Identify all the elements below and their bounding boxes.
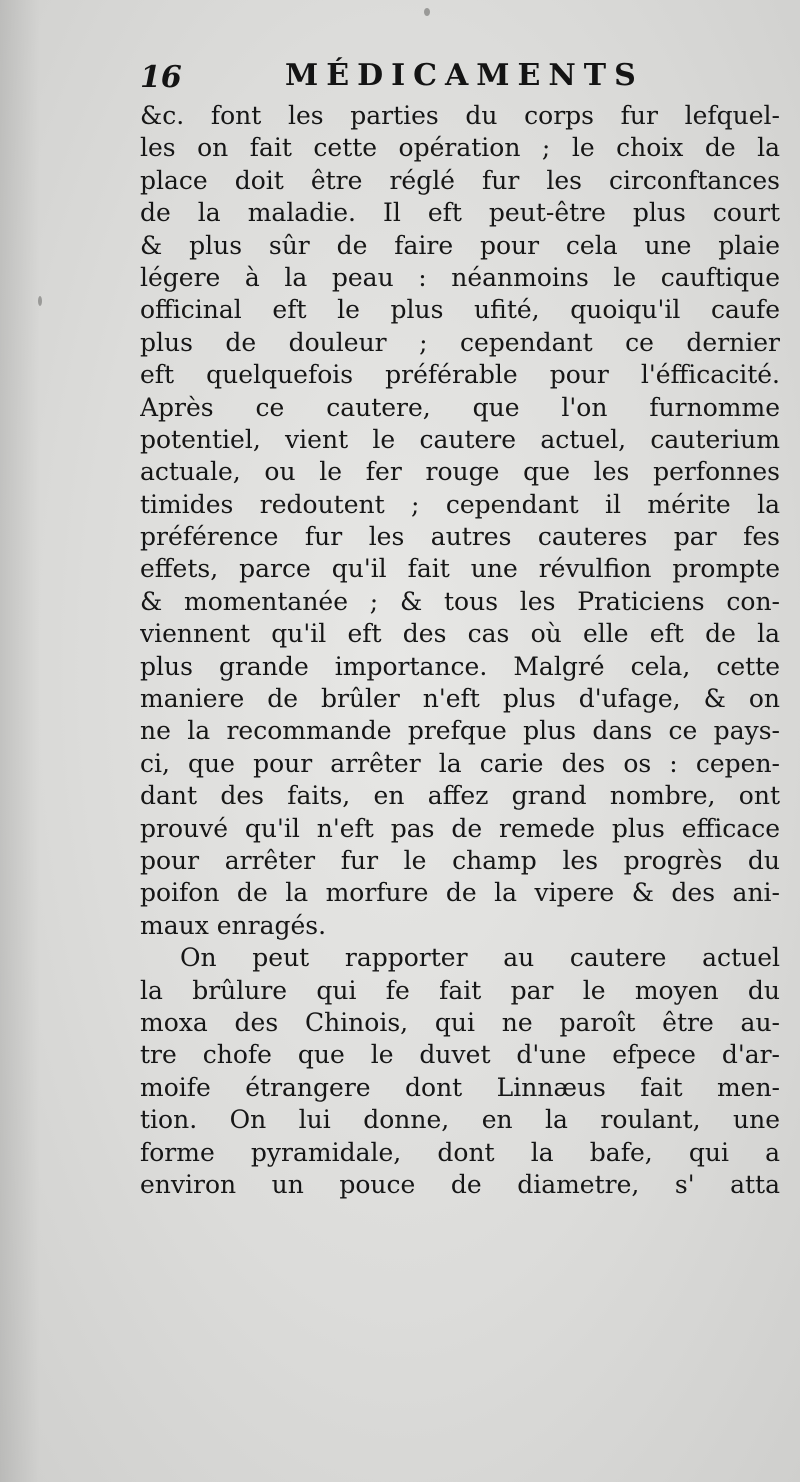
text-line: On peut rapporter au cautere actuel <box>180 943 780 973</box>
text-line: les on fait cette opération ; le choix de la <box>140 133 780 163</box>
body-text <box>140 100 780 1201</box>
text-line: poifon de la morfure de la vipere & des ani- <box>140 878 780 908</box>
text-line: la brûlure qui fe fait par le moyen du <box>140 975 780 1005</box>
text-line: tre chofe que le duvet d'une efpece d'ar- <box>140 1040 780 1070</box>
text-line: &c. font les parties du corps fur lefquel- <box>140 101 780 130</box>
gutter-shadow <box>0 0 40 1482</box>
paper-speck <box>38 296 42 306</box>
text-line: & momentanée ; & tous les Praticiens con- <box>140 586 780 616</box>
text-line: maniere de brûler n'eft plus d'ufage, & on <box>140 684 780 714</box>
text-line: Après ce cautere, que l'on furnomme <box>140 392 780 422</box>
text-line: pour arrêter fur le champ les progrès du <box>140 845 780 875</box>
text-line: timides redoutent ; cependant il mérite la <box>140 489 780 519</box>
text-line: prouvé qu'il n'eft pas de remede plus efficace <box>140 813 780 843</box>
page-number: 16 <box>140 60 182 95</box>
text-line: tion. On lui donne, en la roulant, une <box>140 1105 780 1135</box>
text-line: plus de douleur ; cependant ce dernier <box>140 327 780 357</box>
text-line: actuale, ou le fer rouge que les perfonnes <box>140 457 780 487</box>
text-line: dant des faits, en affez grand nombre, ont <box>140 781 780 811</box>
text-line: préférence fur les autres cauteres par fes <box>140 522 780 552</box>
text-line: officinal eft le plus ufité, quoiqu'il caufe <box>140 295 780 325</box>
paper-speck <box>424 8 430 16</box>
running-title: MÉDICAMENTS <box>285 58 644 93</box>
text-line: ne la recommande prefque plus dans ce pays- <box>140 716 780 746</box>
text-line: maux enragés. <box>140 910 327 940</box>
text-line: forme pyramidale, dont la bafe, qui a <box>140 1137 780 1167</box>
text-line: environ un pouce de diametre, s' atta <box>140 1169 780 1199</box>
text-line: effets, parce qu'il fait une révulfion prompte <box>140 554 780 584</box>
text-line: moxa des Chinois, qui ne paroît être au- <box>140 1007 780 1037</box>
text-line: plus grande importance. Malgré cela, cette <box>140 651 780 681</box>
text-line: & plus sûr de faire pour cela une plaie <box>140 230 780 260</box>
text-line: viennent qu'il eft des cas où elle eft de la <box>140 619 780 649</box>
text-line: place doit être réglé fur les circonftances <box>140 165 780 195</box>
text-line: ci, que pour arrêter la carie des os : cepen- <box>140 748 780 778</box>
text-line: légere à la peau : néanmoins le cauftique <box>140 262 780 292</box>
text-line: de la maladie. Il eft peut-être plus court <box>140 198 780 228</box>
page-header <box>140 58 780 102</box>
text-line: potentiel, vient le cautere actuel, cauterium <box>140 424 780 454</box>
text-line: moife étrangere dont Linnæus fait men- <box>140 1072 780 1102</box>
text-line: eft quelquefois préférable pour l'éfficacité. <box>140 360 780 390</box>
